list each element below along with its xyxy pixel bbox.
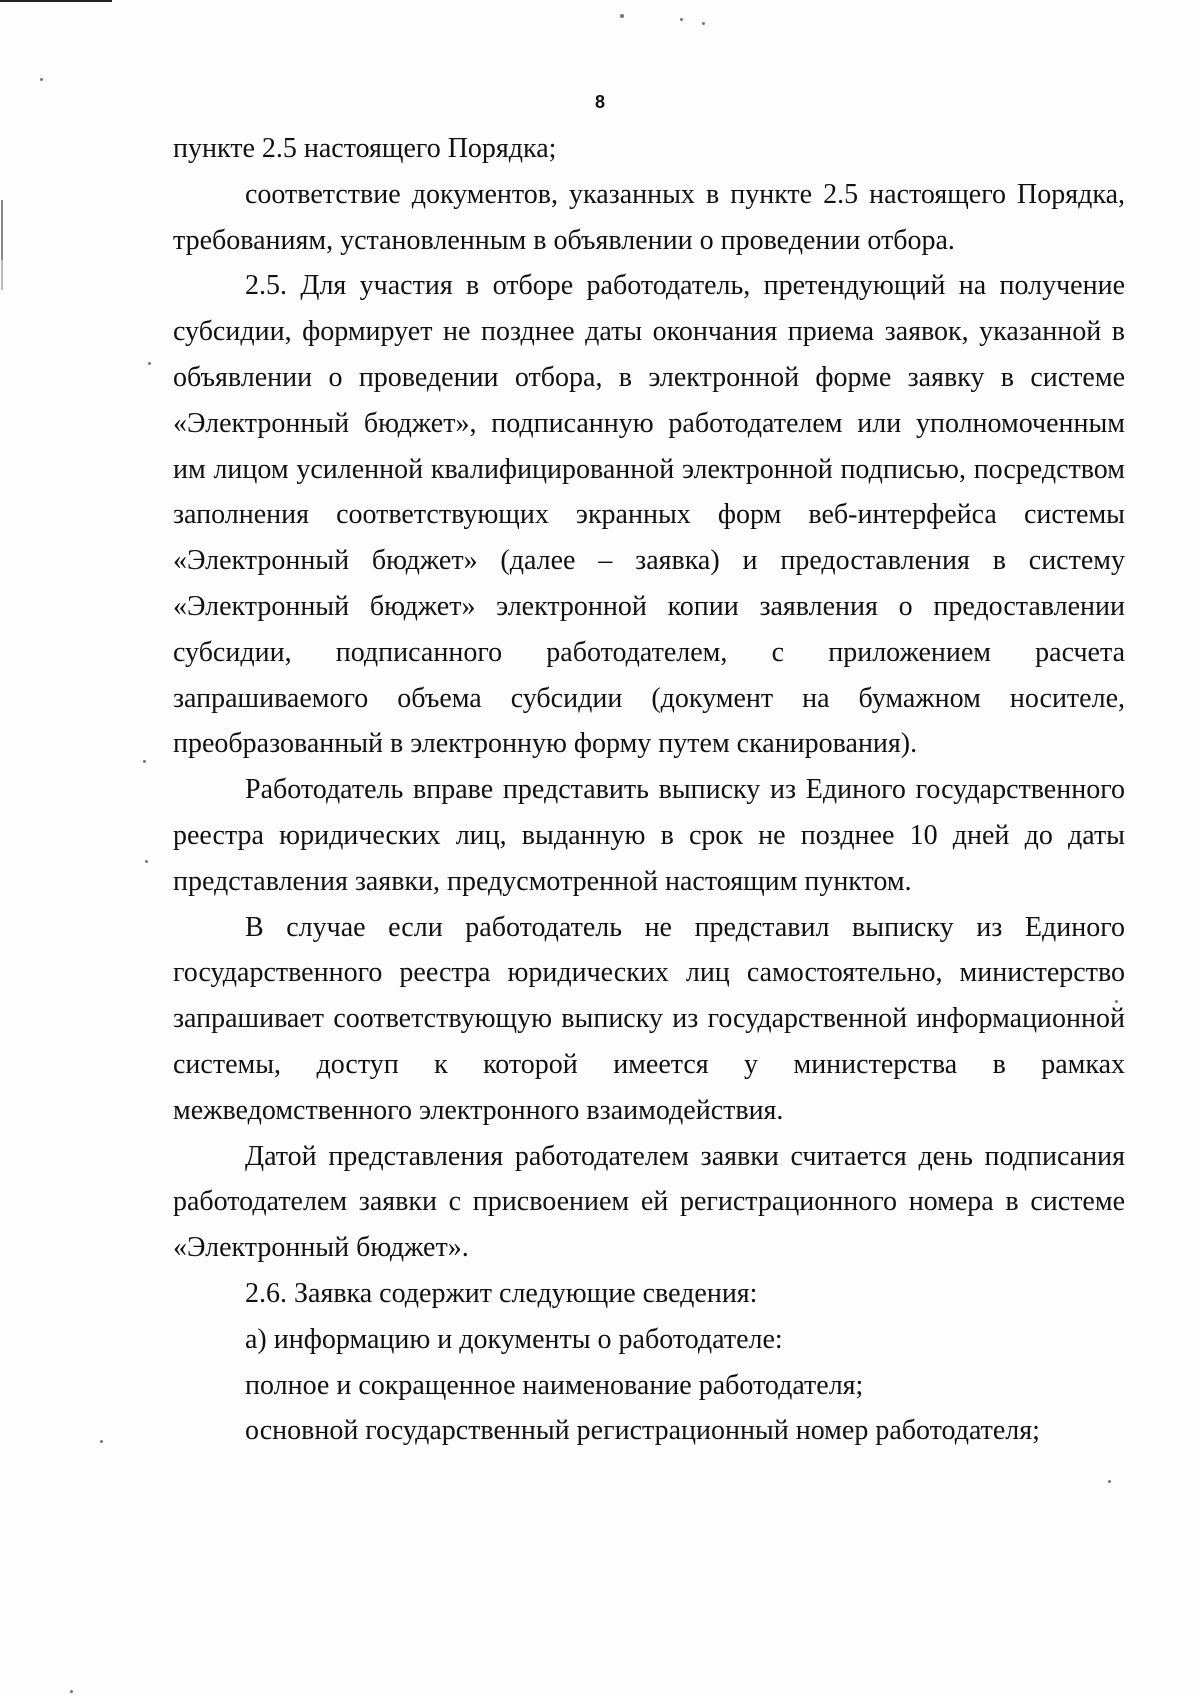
section-heading: 2.6. Заявка содержит следующие сведения: — [245, 1277, 758, 1309]
scan-edge-mark — [1, 200, 3, 260]
paragraph: Датой представления работодателем заявки считается день подписания работодателем заявки с присвоением ей регистрационного номера в системе «Электронный бюджет». — [173, 1140, 1125, 1264]
scan-speck — [40, 78, 43, 81]
paragraph: В случае если работодатель не представил выписку из Единого государственного реестра юридических лиц самостоятельно, министерство запрашивает соответствующую выписку из государственной информационной системы, доступ к которой имеется у министерства в рамках межведомственного электронного взаимодействия. — [173, 911, 1125, 1126]
scan-speck — [680, 18, 683, 21]
scan-speck — [148, 362, 151, 365]
scan-speck — [702, 22, 705, 25]
scan-speck — [100, 1440, 103, 1443]
scan-speck — [145, 860, 148, 863]
page-number: 8 — [594, 92, 605, 112]
scan-speck — [143, 760, 146, 763]
scan-corner-line — [0, 0, 112, 2]
paragraph: Работодатель вправе представить выписку из Единого государственного реестра юридических лиц, выданную в срок не позднее 10 дней до даты представления заявки, предусмотренной настоящим пунктом. — [173, 774, 1125, 897]
list-item: основной государственный регистрационный номер работодателя; — [245, 1415, 1040, 1447]
paragraph: пункте 2.5 настоящего Порядка; — [173, 133, 557, 164]
list-item: полное и сокращенное наименование работодателя; — [245, 1369, 864, 1401]
scan-speck — [70, 1690, 73, 1693]
scan-speck — [620, 14, 624, 18]
list-item: а) информацию и документы о работодателе: — [245, 1323, 783, 1355]
scan-edge-mark — [1, 260, 3, 290]
paragraph: 2.5. Для участия в отборе работодатель, претендующий на получение субсидии, формирует не позднее даты окончания приема заявок, указанной в объявлении о проведении отбора, в электронной форме заявку в системе «Электронный бюджет», подписанную работодателем или уполномоченным им лицом усиленной квалифицированной электронной подписью, посредством заполнения соответствующих экранных форм веб-интерфейса системы «Электронный бюджет» (далее – заявка) и предоставления в систему «Электронный бюджет» электронной копии заявления о предоставлении субсидии, подписанного работодателем, с приложением расчета запрашиваемого объема субсидии (документ на бумажном носителе, преобразованный в электронную форму путем сканирования). — [173, 270, 1125, 760]
paragraph: соответствие документов, указанных в пункте 2.5 настоящего Порядка, требованиям, установленным в объявлении о проведении отбора. — [173, 178, 1125, 256]
scan-speck — [1108, 1480, 1111, 1483]
document-body — [173, 126, 1125, 1454]
